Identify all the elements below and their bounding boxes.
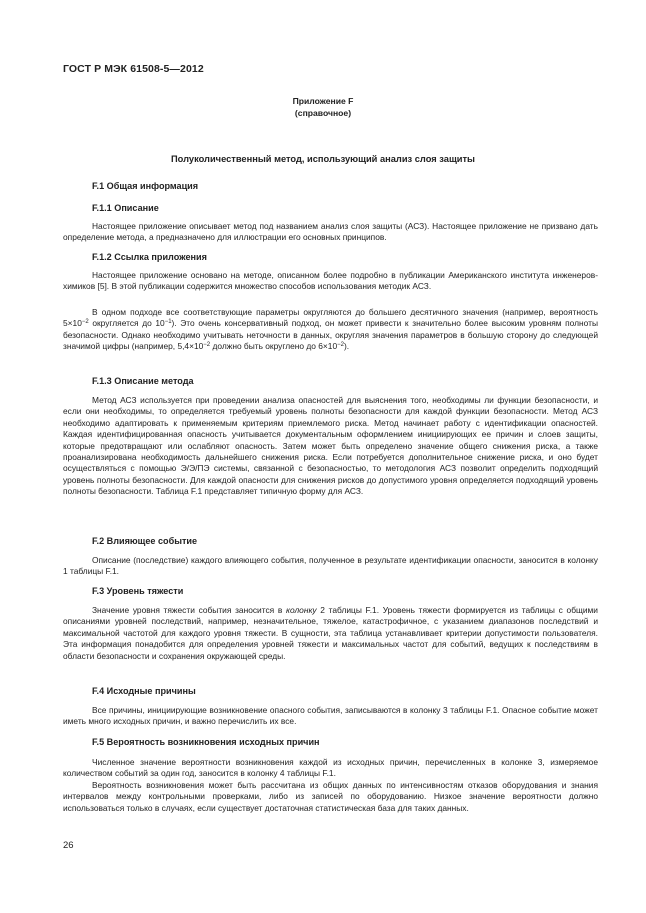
page-number: 26	[63, 840, 74, 851]
paragraph-f5-a: Численное значение вероятности возникновения каждой из исходных причин, перечисленных в колонке 3, измеряемое количеством событий за один год, заносится в колонку 4 таблицы F.1.	[63, 757, 598, 779]
standard-header: ГОСТ Р МЭК 61508-5—2012	[63, 63, 204, 75]
appendix-heading	[0, 95, 646, 119]
paragraph-f2: Описание (последствие) каждого влияющего события, полученное в результате идентификации опасности, заносится в колонку 1 таблицы F.1.	[63, 555, 598, 577]
appendix-main-title: Полуколичественный метод, использующий анализ слоя защиты	[170, 154, 475, 164]
paragraph-f5-b: Вероятность возникновения может быть рассчитана из общих данных по интенсивностям отказов оборудования и знания интервалов между контрольными проверками, либо из записей по оборудованию. Низкое значение вероятности должно использоваться только в случаях, если существует достаточная статистическая база для таких данных.	[63, 780, 598, 813]
section-heading-f3: F.3 Уровень тяжести	[92, 586, 184, 596]
section-heading-f1-3: F.1.3 Описание метода	[92, 376, 194, 386]
section-heading-f1-2: F.1.2 Ссылка приложения	[92, 252, 207, 262]
section-heading-f1-1: F.1.1 Описание	[92, 203, 159, 213]
section-heading-f2: F.2 Влияющее событие	[92, 536, 198, 546]
paragraph-f3: Значение уровня тяжести события заносится в колонку 2 таблицы F.1. Уровень тяжести формируется из таблицы с общими описаниями уровней последствий, например, незначительное, тяжелое, катастрофичное, с указанием диапазонов последствий и максимальной частотой для каждого уровня тяжести. В сущности, эта таблица устанавливает критерии допустимости пользователя. Эта информация понадобится для определения уровней тяжести и максимальных частот для событий, ведущих к последствиям в области безопасности и сохранения окружающей среды.	[63, 605, 598, 661]
paragraph-f1-1: Настоящее приложение описывает метод под названием анализ слоя защиты (АСЗ). Настоящее приложение не призвано дать определение метода, а предназначено для иллюстрации его основных принципов.	[63, 221, 598, 243]
paragraph-f4: Все причины, инициирующие возникновение опасного события, записываются в колонку 3 таблицы F.1. Опасное событие может иметь много исходных причин, и важно перечислить их все.	[63, 705, 598, 727]
section-heading-f4: F.4 Исходные причины	[92, 686, 196, 696]
paragraph-f1-2-b: В одном подходе все соответствующие параметры округляются до большего десятичного значения (например, вероятность $5\times 10^{-2}$ округляется до $10^{-1}$). Это очень консервативный подход, он может привести к значительно более высоким уровням полноты безопасности. Однако необходимо учитывать неточности в данных, округляя значения параметров в большую сторону до следующей значимой цифры (например, $5,4\times 10^{-2}$ должно быть округлено до $6\times 10^{-2}$).	[63, 307, 598, 352]
paragraph-f1-2-a: Настоящее приложение основано на методе, описанном более подробно в публикации Американского института инженеров-химиков [5]. В этой публикации содержится множество способов использования методик АСЗ.	[63, 270, 598, 292]
section-heading-f5: F.5 Вероятность возникновения исходных причин	[92, 737, 320, 747]
appendix-subtitle: (справочное)	[294, 108, 352, 118]
appendix-title: Приложение F	[292, 96, 354, 106]
section-heading-f1: F.1 Общая информация	[92, 181, 199, 191]
paragraph-f1-3: Метод АСЗ используется при проведении анализа опасностей для выяснения того, необходимы ли функции безопасности, и если они необходимы, то определяется требуемый уровень полноты безопасности для каждой функции безопасности. Метод АСЗ необходимо адаптировать к применяемым критериям приемлемого риска. Метод начинает работу с идентификации опасностей. Каждая идентифицированная опасность учитывается документальным оформлением инициирующих ее причин и слоев защиты, которые предотвращают или ослабляют опасность. Затем может быть определено значение общего снижения риска, а также проанализирована необходимость дальнейшего снижения риска. Если потребуется дополнительное снижение риска, и оно будет осуществляться с помощью Э/Э/ПЭ системы, связанной с безопасностью, то методология АСЗ позволит определить подходящий уровень полноты безопасности. Для каждой опасности для снижения рисков до допустимого уровня определяется подходящий уровень полноты безопасности. Таблица F.1 представляет типичную форму для АСЗ.	[63, 395, 598, 497]
